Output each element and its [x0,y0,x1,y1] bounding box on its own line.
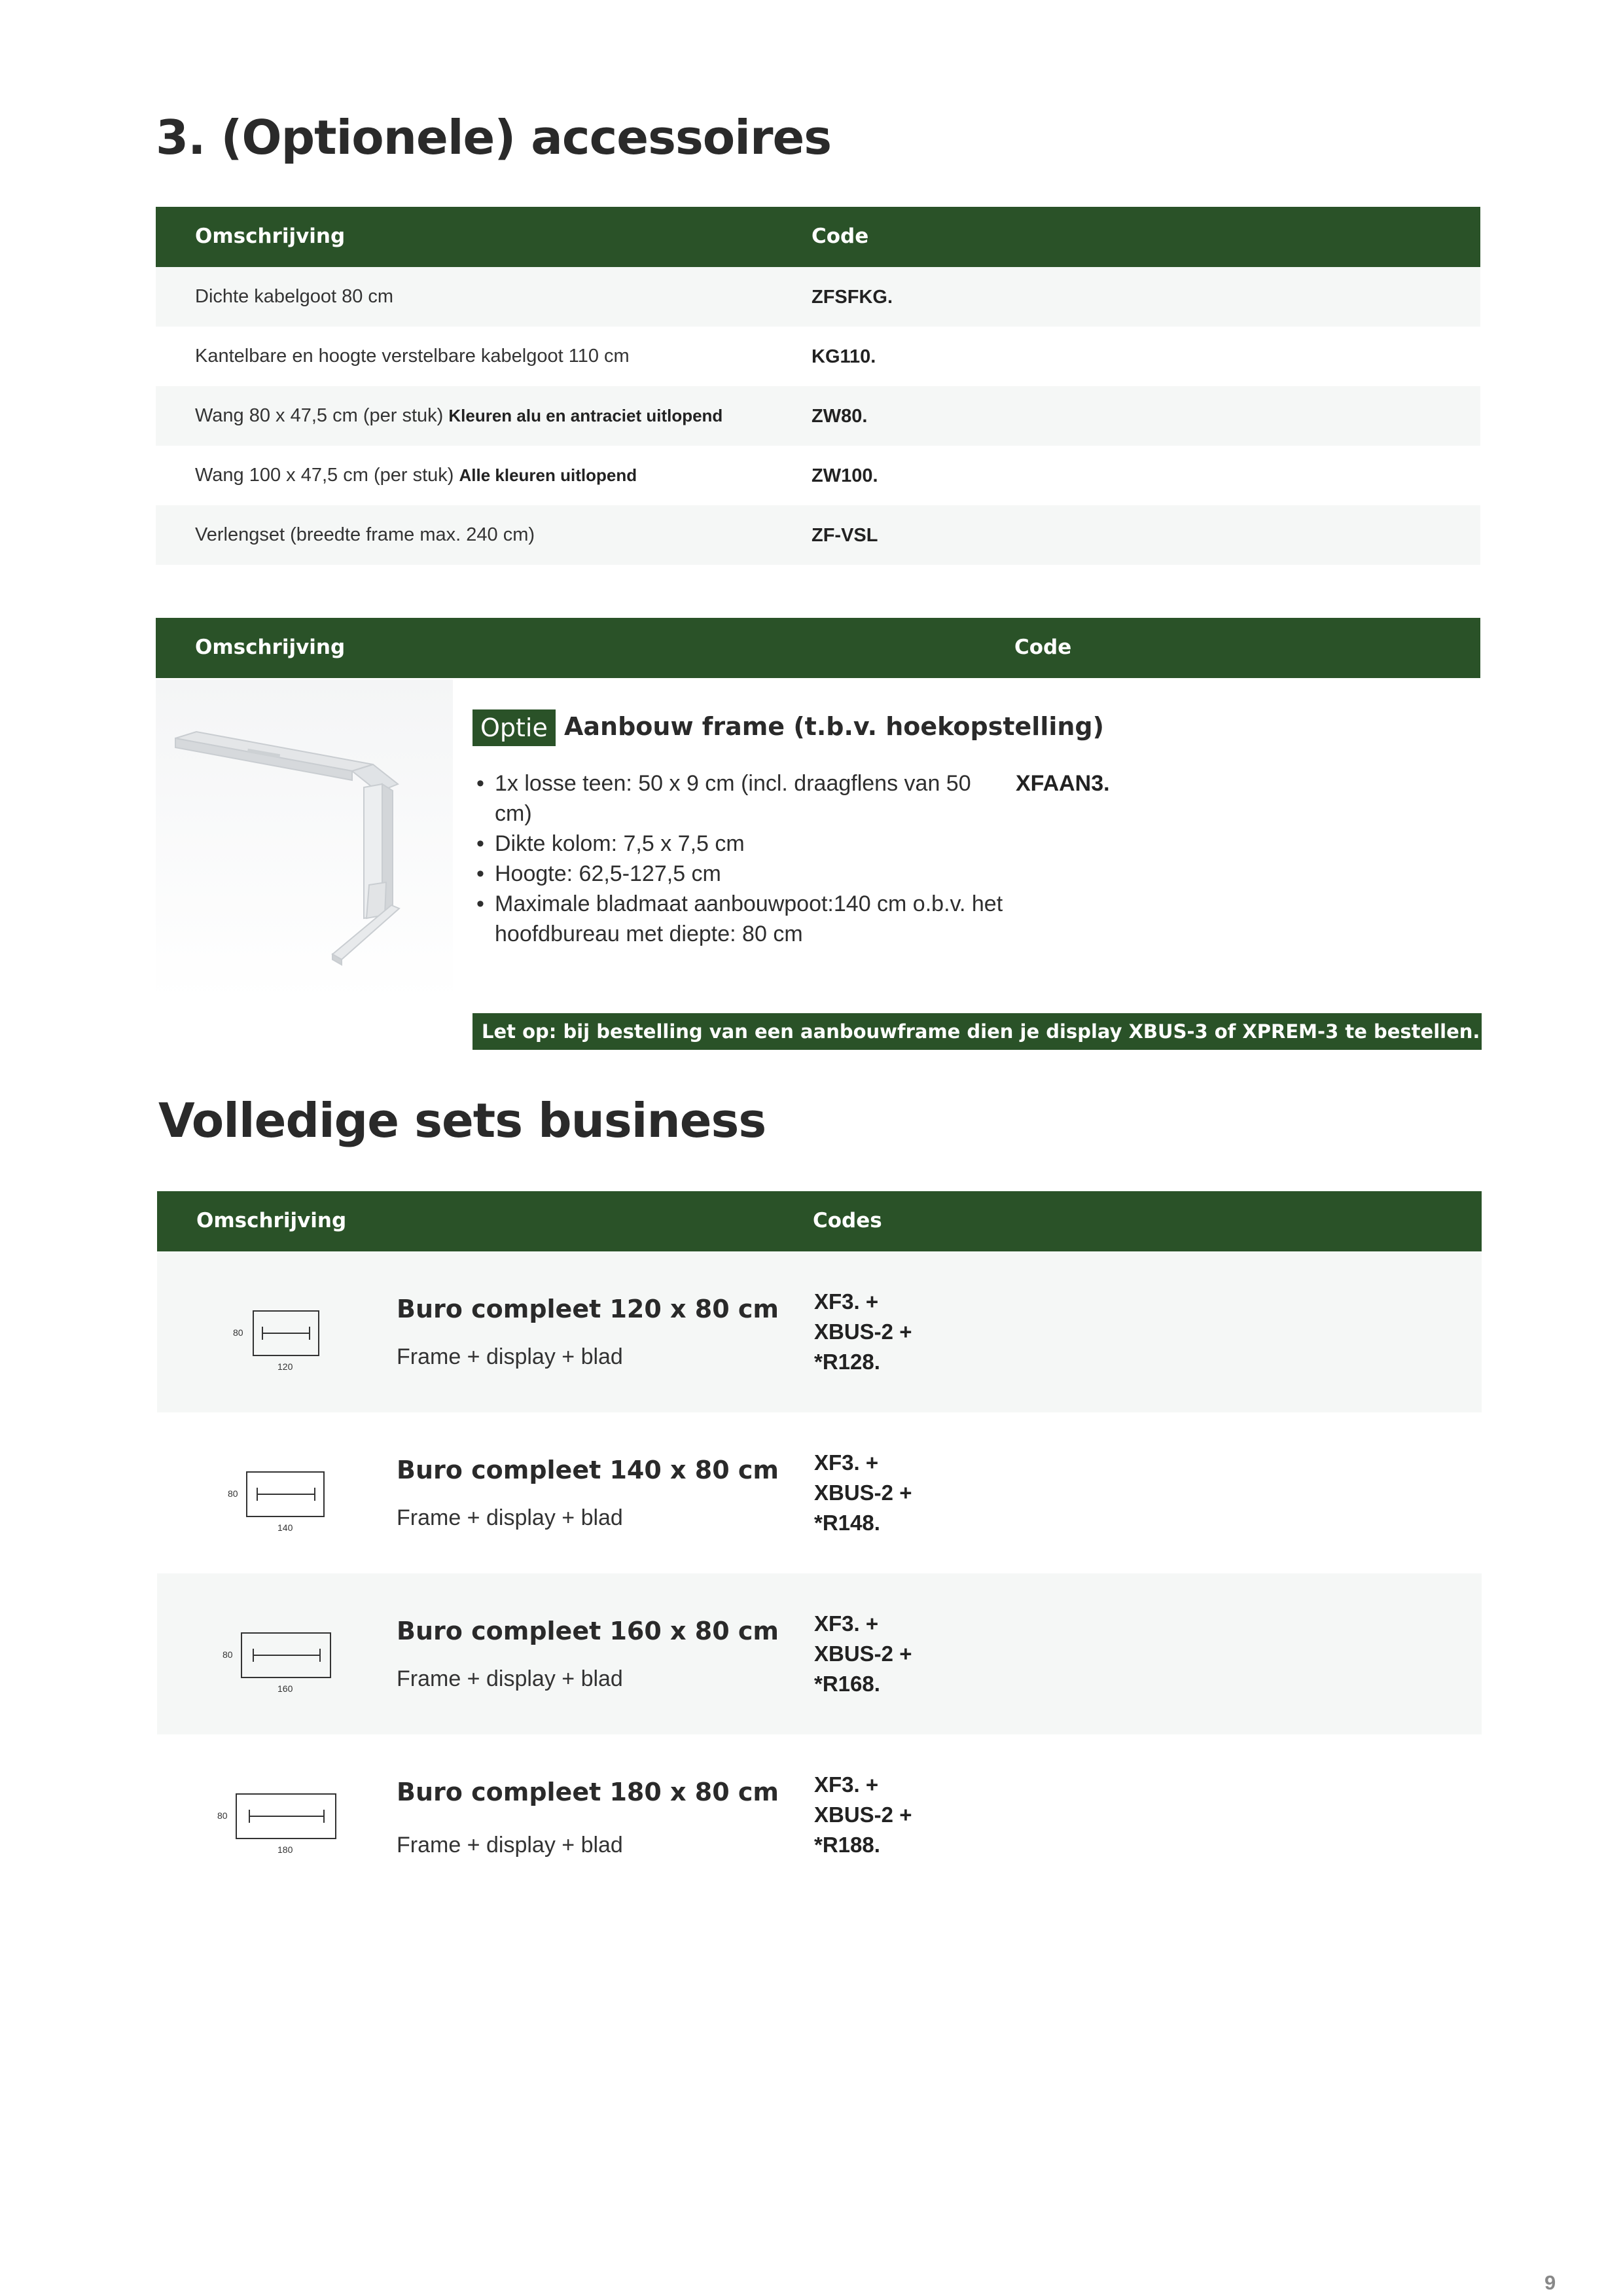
header-desc: Omschrijving [196,1209,347,1232]
row-desc: Dichte kabelgoot 80 cm [195,286,394,307]
table-row [156,267,1480,327]
set-row [157,1412,1482,1573]
header-code: Code [1014,636,1072,659]
set-row [157,1573,1482,1734]
page-number: 9 [1544,2271,1556,2294]
set-codes: XF3. + XBUS-2 + *R188. [814,1772,912,1857]
list-item: • Dikte kolom: 7,5 x 7,5 cm [476,829,1013,859]
option-title: Aanbouw frame (t.b.v. hoekopstelling) [564,712,1104,741]
dim-line [262,1333,309,1334]
accessories-table [156,207,1480,565]
table-row [156,386,1480,446]
set-subtitle: Frame + display + blad [397,1833,623,1857]
row-code: ZW80. [812,406,868,427]
row-desc: Kantelbare en hoogte verstelbare kabelgoot 110 cm [195,346,630,367]
set-codes: XF3. + XBUS-2 + *R168. [814,1611,912,1696]
row-code: ZW100. [812,465,878,486]
dim-tick [314,1488,315,1501]
set-subtitle: Frame + display + blad [397,1505,623,1530]
order-notice: Let op: bij bestelling van een aanbouwframe dien je display XBUS-3 of XPREM-3 te bestellen. [473,1013,1482,1050]
dim-depth: 80 [223,1649,233,1660]
set-subtitle: Frame + display + blad [397,1666,623,1691]
set-title: Buro compleet 140 x 80 cm [397,1456,779,1484]
table-row [156,505,1480,565]
header-desc: Omschrijving [195,636,346,659]
dim-depth: 80 [228,1488,238,1499]
row-code: ZFSFKG. [812,287,893,308]
row-code: KG110. [812,346,876,367]
row-note: Kleuren alu en antraciet uitlopend [448,406,723,425]
table-header [156,618,1480,678]
dim-width: 160 [277,1683,293,1694]
header-desc: Omschrijving [195,224,346,248]
sets-table [157,1191,1482,1251]
table-header [157,1191,1482,1251]
set-codes: XF3. + XBUS-2 + *R128. [814,1289,912,1374]
table-header [156,207,1480,267]
option-table [156,618,1480,678]
row-desc: Wang 100 x 47,5 cm (per stuk) Alle kleuren uitlopend [195,465,637,486]
row-note: Alle kleuren uitlopend [459,465,637,485]
dim-tick [309,1327,310,1340]
frame-product-image [156,679,453,1000]
dim-line [257,1494,314,1495]
dim-width: 120 [277,1361,293,1372]
set-subtitle: Frame + display + blad [397,1344,623,1369]
section-title-accessoires: 3. (Optionele) accessoires [156,110,832,165]
dim-width: 140 [277,1522,293,1533]
dim-depth: 80 [233,1327,243,1338]
dim-line [253,1655,319,1656]
option-bullets [476,768,1013,949]
list-item: • Maximale bladmaat aanbouwpoot:140 cm o.b.v. het hoofdbureau met diepte: 80 cm [476,889,1013,949]
table-row [156,327,1480,386]
set-codes: XF3. + XBUS-2 + *R148. [814,1450,912,1535]
option-code: XFAAN3. [1016,771,1110,796]
set-title: Buro compleet 120 x 80 cm [397,1295,779,1323]
table-row [156,446,1480,505]
dim-line [249,1816,323,1817]
set-title: Buro compleet 160 x 80 cm [397,1617,779,1645]
dim-tick [323,1810,325,1823]
corner-frame-icon [156,679,453,1000]
row-desc: Verlengset (breedte frame max. 240 cm) [195,524,535,545]
row-code: ZF-VSL [812,525,878,546]
dim-tick [319,1649,321,1662]
dim-width: 180 [277,1844,293,1855]
option-badge: Optie [473,709,556,746]
list-item: • 1x losse teen: 50 x 9 cm (incl. draagflens van 50 cm) [476,768,1013,829]
row-desc: Wang 80 x 47,5 cm (per stuk) Kleuren alu en antraciet uitlopend [195,405,723,426]
list-item: • Hoogte: 62,5-127,5 cm [476,859,1013,889]
header-code: Code [812,224,869,248]
section-title-sets: Volledige sets business [158,1093,766,1148]
dim-depth: 80 [217,1810,228,1821]
header-code: Codes [813,1209,882,1232]
set-row [157,1734,1482,1895]
set-row [157,1251,1482,1412]
set-title: Buro compleet 180 x 80 cm [397,1778,779,1806]
